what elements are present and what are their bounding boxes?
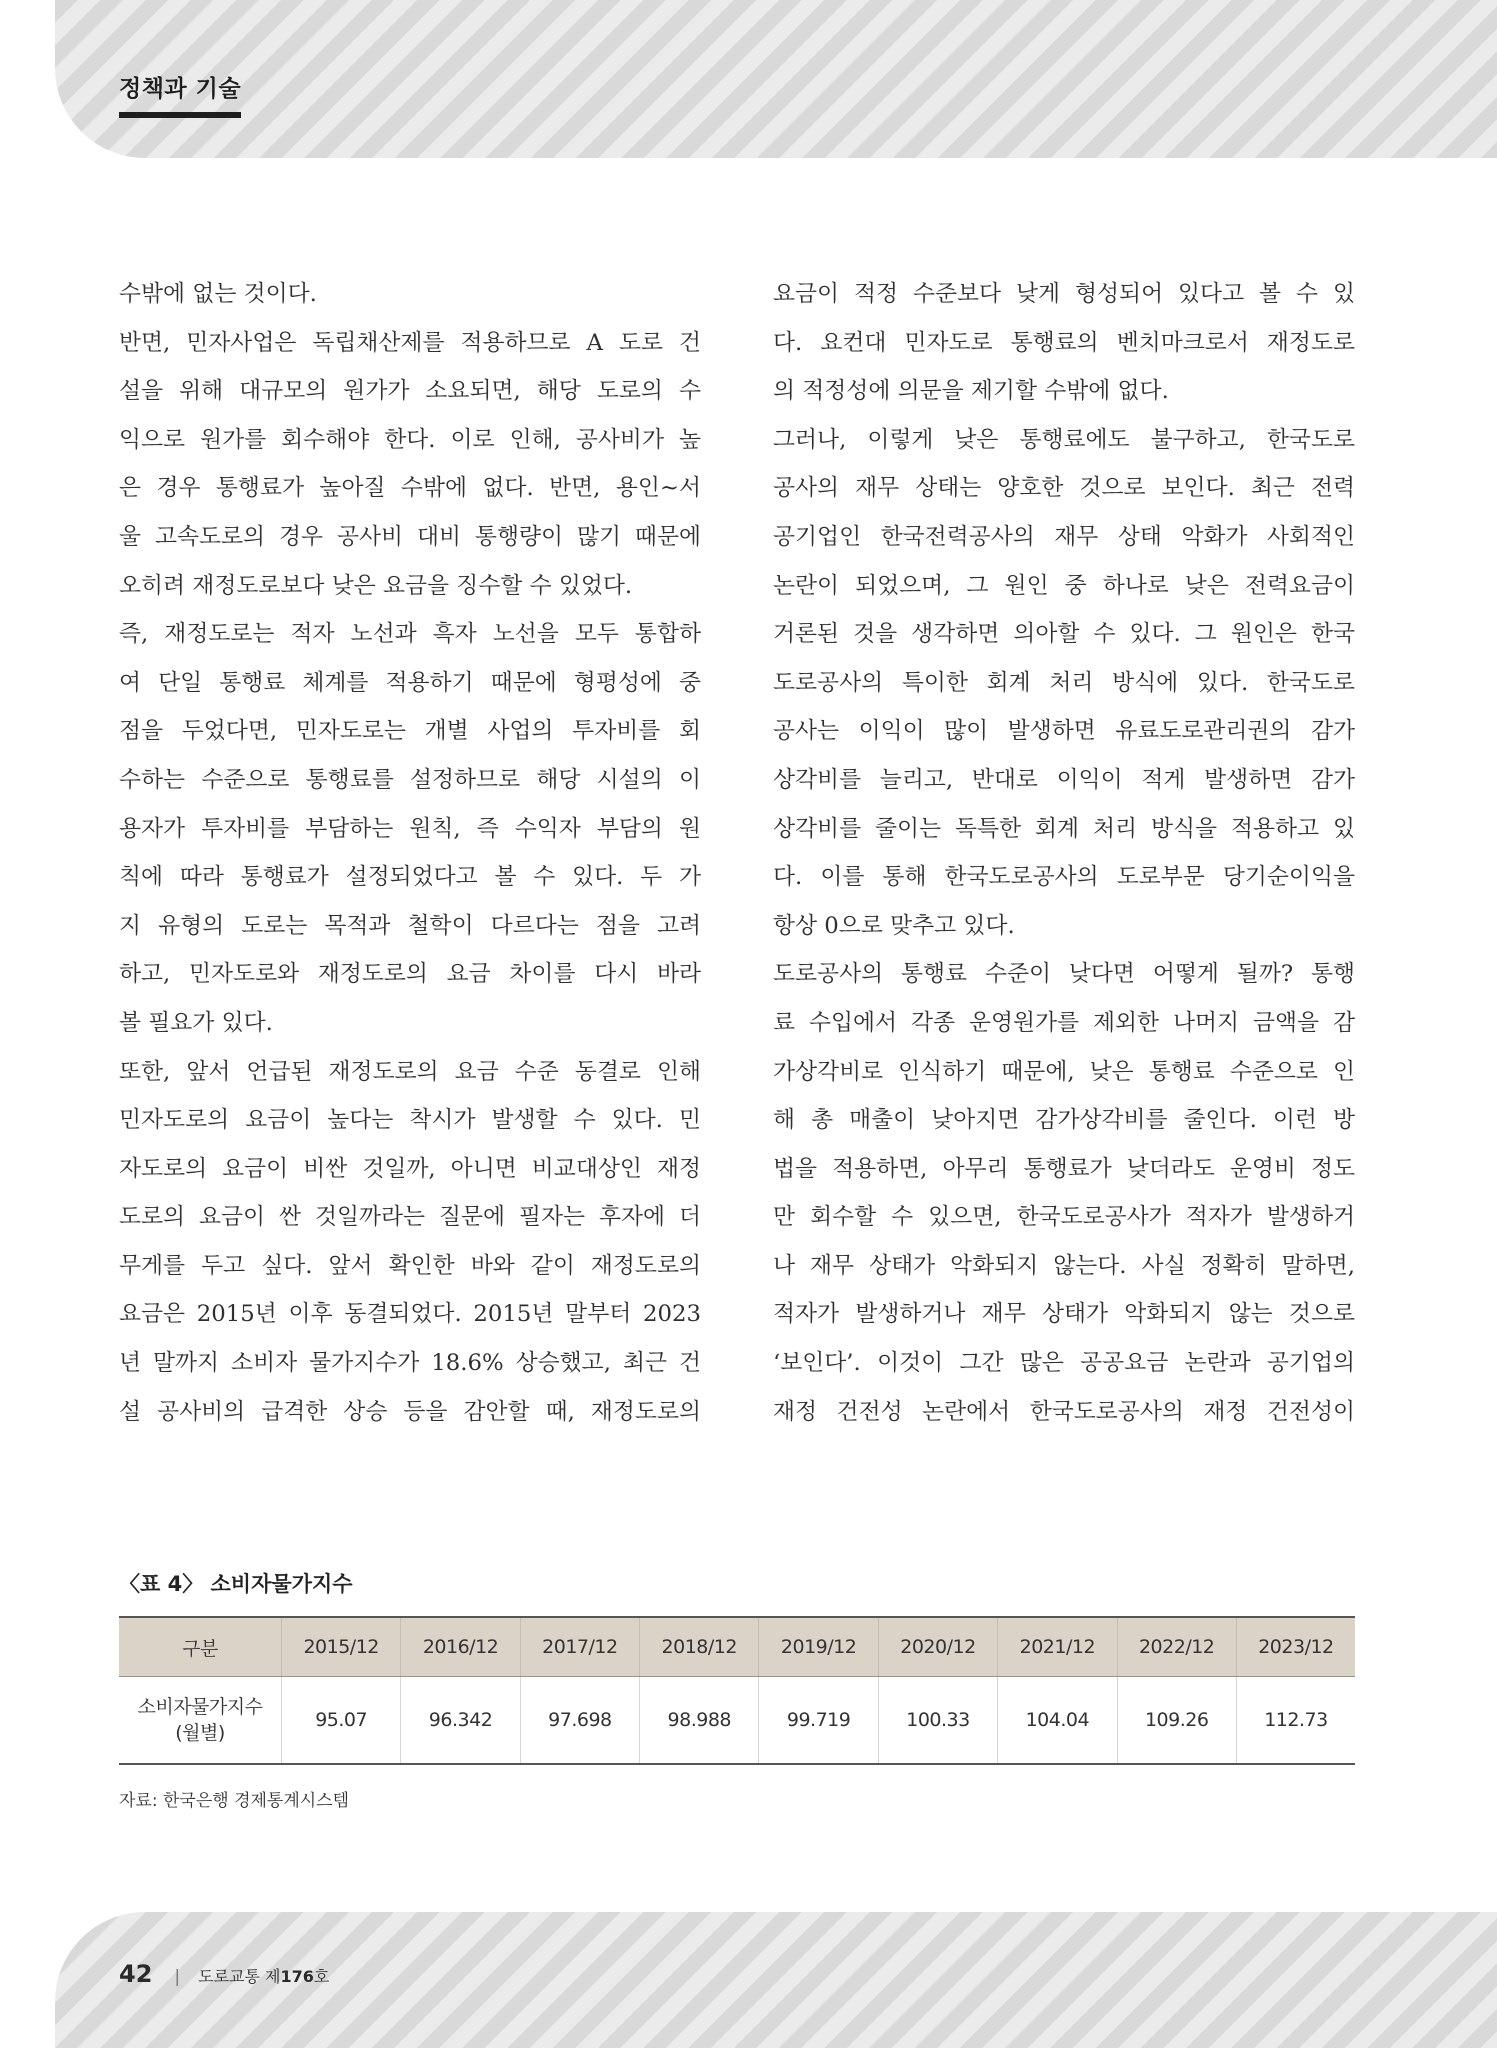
text-line: 지 유형의 도로는 목적과 철학이 다르다는 점을 고려 [119, 912, 701, 939]
value-cell: 97.698 [520, 1677, 639, 1765]
issue-suffix: 호 [313, 1967, 330, 1986]
text-line: 용자가 투자비를 부담하는 원칙, 즉 수익자 부담의 원 [119, 815, 701, 842]
body-text-left-column [119, 270, 701, 1436]
text-line: 의 적정성에 의문을 제기할 수밖에 없다. [773, 378, 1169, 405]
journal-name: 도로교통 제 [198, 1967, 281, 1986]
header-cell-date: 2021/12 [998, 1617, 1117, 1677]
text-line: 여 단일 통행료 체계를 적용하기 때문에 형평성에 중 [119, 669, 701, 696]
value-cell: 100.33 [878, 1677, 997, 1765]
section-label: 정책과 기술 [119, 70, 241, 118]
text-line: 은 경우 통행료가 높아질 수밖에 없다. 반면, 용인~서 [119, 475, 701, 502]
text-line: 료 수입에서 각종 운영원가를 제외한 나머지 금액을 감 [773, 1009, 1355, 1036]
header-cell-date: 2020/12 [878, 1617, 997, 1677]
text-line: 가상각비로 인식하기 때문에, 낮은 통행료 수준으로 인 [773, 1058, 1355, 1085]
text-line: 설 공사비의 급격한 상승 등을 감안할 때, 재정도로의 [119, 1398, 701, 1425]
text-line: 공사의 재무 상태는 양호한 것으로 보인다. 최근 전력 [773, 475, 1355, 502]
text-line: 법을 적용하면, 아무리 통행료가 낮더라도 운영비 정도 [773, 1155, 1355, 1182]
text-line: 무게를 두고 싶다. 앞서 확인한 바와 같이 재정도로의 [119, 1252, 701, 1279]
header-cell-date: 2017/12 [520, 1617, 639, 1677]
value-cell: 109.26 [1117, 1677, 1236, 1765]
cpi-table [119, 1616, 1355, 1765]
text-line: 다. 이를 통해 한국도로공사의 도로부문 당기순이익을 [773, 864, 1355, 891]
text-line: 울 고속도로의 경우 공사비 대비 통행량이 많기 때문에 [119, 523, 701, 550]
text-line: 즉, 재정도로는 적자 노선과 흑자 노선을 모두 통합하 [119, 621, 701, 648]
text-line: 자도로의 요금이 비싼 것일까, 아니면 비교대상인 재정 [119, 1155, 701, 1182]
value-cell: 96.342 [401, 1677, 520, 1765]
footer-info [119, 1960, 329, 1988]
text-line: 요금은 2015년 이후 동결되었다. 2015년 말부터 2023 [119, 1301, 701, 1328]
text-line: 점을 두었다면, 민자도로는 개별 사업의 투자비를 회 [119, 718, 701, 745]
text-line: 공기업인 한국전력공사의 재무 상태 악화가 사회적인 [773, 523, 1355, 550]
text-line: ‘보인다’. 이것이 그간 많은 공공요금 논란과 공기업의 [773, 1350, 1355, 1377]
value-cell: 99.719 [759, 1677, 878, 1765]
header-cell-date: 2016/12 [401, 1617, 520, 1677]
table-title: 〈표 4〉 소비자물가지수 [119, 1572, 353, 1596]
header-cell-date: 2018/12 [640, 1617, 759, 1677]
text-line: 나 재무 상태가 악화되지 않는다. 사실 정확히 말하면, [773, 1252, 1355, 1279]
text-line: 설을 위해 대규모의 원가가 소요되면, 해당 도로의 수 [119, 378, 701, 405]
header-cell-date: 2019/12 [759, 1617, 878, 1677]
text-line: 다. 요컨대 민자도로 통행료의 벤치마크로서 재정도로 [773, 329, 1355, 356]
text-line: 도로공사의 통행료 수준이 낮다면 어떻게 될까? 통행 [773, 961, 1355, 988]
text-line: 칙에 따라 통행료가 설정되었다고 볼 수 있다. 두 가 [119, 864, 701, 891]
text-line: 상각비를 늘리고, 반대로 이익이 적게 발생하면 감가 [773, 766, 1355, 793]
text-line: 또한, 앞서 언급된 재정도로의 요금 수준 동결로 인해 [119, 1058, 701, 1085]
text-line: 요금이 적정 수준보다 낮게 형성되어 있다고 볼 수 있 [773, 281, 1355, 307]
text-line: 수하는 수준으로 통행료를 설정하므로 해당 시설의 이 [119, 766, 701, 793]
value-cell: 95.07 [282, 1677, 401, 1765]
text-line: 년 말까지 소비자 물가지수가 18.6% 상승했고, 최근 건 [119, 1350, 701, 1377]
text-line: 거론된 것을 생각하면 의아할 수 있다. 그 원인은 한국 [773, 621, 1355, 648]
value-cell: 112.73 [1236, 1677, 1355, 1765]
issue-number: 176 [280, 1967, 314, 1986]
text-line: 논란이 되었으며, 그 원인 중 하나로 낮은 전력요금이 [773, 572, 1355, 599]
text-line: 해 총 매출이 낮아지면 감가상각비를 줄인다. 이런 방 [773, 1107, 1355, 1134]
page-number: 42 [119, 1960, 153, 1988]
text-line: 볼 필요가 있다. [119, 1009, 273, 1036]
header-cell-date: 2023/12 [1236, 1617, 1355, 1677]
text-line: 도로공사의 특이한 회계 처리 방식에 있다. 한국도로 [773, 669, 1355, 696]
text-line: 오히려 재정도로보다 낮은 요금을 징수할 수 있었다. [119, 572, 633, 599]
body-text-right-column [773, 270, 1355, 1436]
text-line: 하고, 민자도로와 재정도로의 요금 차이를 다시 바라 [119, 961, 701, 988]
table-header-row [119, 1617, 1355, 1677]
text-line: 도로의 요금이 싼 것일까라는 질문에 필자는 후자에 더 [119, 1204, 701, 1231]
row-label-cell [119, 1677, 282, 1765]
header-cell-date: 2015/12 [282, 1617, 401, 1677]
text-line: 익으로 원가를 회수해야 한다. 이로 인해, 공사비가 높 [119, 426, 701, 453]
text-line: 항상 0으로 맞추고 있다. [773, 912, 1015, 939]
header-cell-date: 2022/12 [1117, 1617, 1236, 1677]
text-line: 수밖에 없는 것이다. [119, 281, 317, 307]
text-line: 민자도로의 요금이 높다는 착시가 발생할 수 있다. 민 [119, 1107, 701, 1134]
text-line: 적자가 발생하거나 재무 상태가 악화되지 않는 것으로 [773, 1301, 1355, 1328]
header-stripe-band [55, 0, 1497, 158]
footer-separator: | [174, 1967, 181, 1987]
text-line: 재정 건전성 논란에서 한국도로공사의 재정 건전성이 [773, 1398, 1355, 1425]
row-label-name: 소비자물가지수 [137, 1696, 263, 1718]
header-cell-category: 구분 [119, 1617, 282, 1677]
source-note: 자료: 한국은행 경제통계시스템 [119, 1791, 350, 1811]
value-cell: 98.988 [640, 1677, 759, 1765]
text-line: 공사는 이익이 많이 발생하면 유료도로관리권의 감가 [773, 718, 1355, 745]
text-line: 만 회수할 수 있으면, 한국도로공사가 적자가 발생하거 [773, 1204, 1355, 1231]
row-label-unit: (월별) [175, 1722, 225, 1744]
text-line: 반면, 민자사업은 독립채산제를 적용하므로 A 도로 건 [119, 329, 701, 356]
table-row [119, 1677, 1355, 1765]
text-line: 그러나, 이렇게 낮은 통행료에도 불구하고, 한국도로 [773, 426, 1355, 453]
value-cell: 104.04 [998, 1677, 1117, 1765]
text-line: 상각비를 줄이는 독특한 회계 처리 방식을 적용하고 있 [773, 815, 1355, 842]
